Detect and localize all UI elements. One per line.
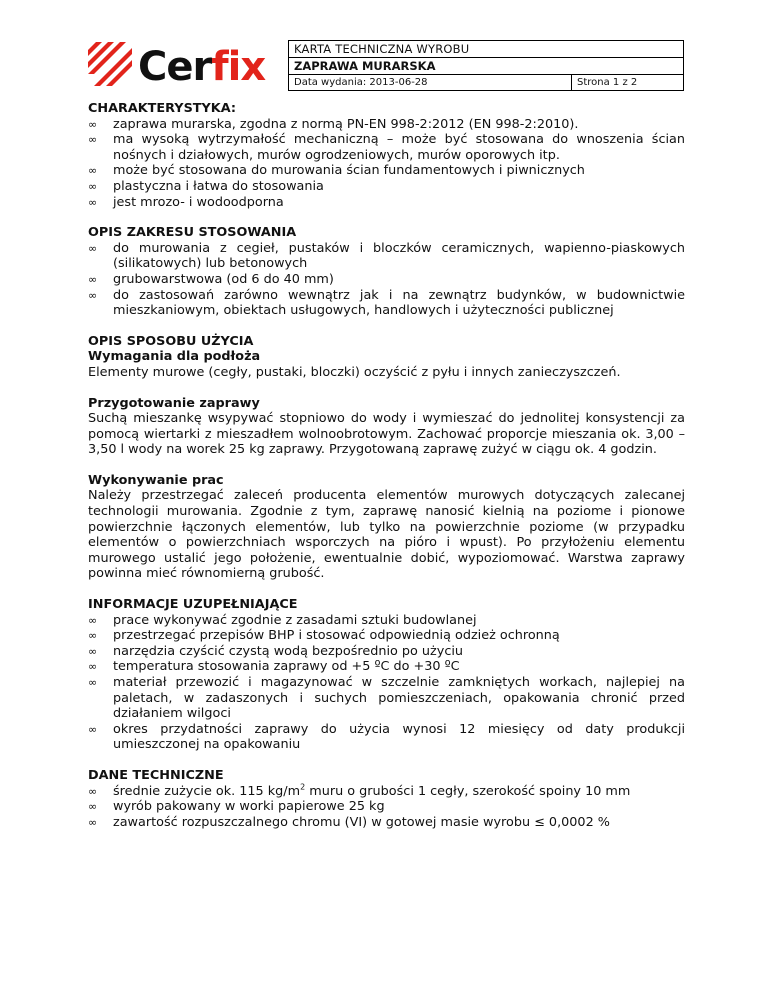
- list-item: ∞ do murowania z cegieł, pustaków i bloczków ceramicznych, wapienno-piaskowych (silikatowych) lub betonowych: [88, 240, 685, 272]
- infinity-icon: ∞: [88, 784, 98, 798]
- paragraph-przygotowanie: Suchą mieszankę wsypywać stopniowo do wody i wymieszać do jednolitej konsystencji za pomocą wiertarki z mieszadłem wolnoobrotowym. Zachować proporcje mieszania ok. 3,00 – 3,50 l wody na worek 25 kg zaprawy. Przygotowaną zaprawę zużyć w ciągu ok. 4 godzin.: [88, 411, 685, 458]
- infinity-icon: ∞: [88, 676, 98, 689]
- section-heading-dane: DANE TECHNICZNE: [88, 767, 224, 783]
- logo-stripes-icon: [88, 42, 132, 86]
- list-item: ∞ grubowarstwowa (od 6 do 40 mm): [88, 271, 334, 287]
- infinity-icon: ∞: [88, 660, 98, 674]
- list-item: ∞ okres przydatności zaprawy do użycia wynosi 12 miesięcy od daty produkcji umieszczonej na opakowaniu: [88, 721, 685, 753]
- list-item: ∞ plastyczna i łatwa do stosowania: [88, 178, 324, 194]
- list-zakres: [88, 241, 685, 319]
- paragraph-wykonywanie: Należy przestrzegać zaleceń producenta elementów murowych dotyczących zalecanej technologii murowania. Zgodnie z tym, zaprawę nanosić kielnią na poziome i pionowe powierzchnie łączonych elementów, lub tylko na powierzchnie poziome (w przypadku elementów o powierzchniach wsporczych na pióro i wpust). Po przyłożeniu elementu murowego ustalić jego położenie, ewentualnie dobić, wypoziomować. Warstwa zaprawy powinna mieć równomierną grubość.: [88, 488, 685, 582]
- section-heading-zakres: OPIS ZAKRESU STOSOWANIA: [88, 225, 297, 241]
- list-item: ∞ do zastosowań zarówno wewnątrz jak i na zewnątrz budynków, w budownictwie mieszkaniowym, obiektach usługowych, handlowych i użyteczności publicznej: [88, 287, 685, 319]
- section-heading-sposob: OPIS SPOSOBU UŻYCIA: [88, 333, 254, 349]
- infinity-icon: ∞: [88, 117, 98, 131]
- cerfix-logo: [88, 42, 286, 86]
- infinity-icon: ∞: [88, 195, 98, 209]
- list-item: ∞ materiał przewozić i magazynować w szczelnie zamkniętych workach, najlepiej na paletach, w zadaszonych i suchych pomieszczeniach, opakowania chronić przed działaniem wilgoci: [88, 675, 685, 722]
- list-item: ∞ jest mrozo- i wodoodporna: [88, 194, 284, 210]
- infinity-icon: ∞: [88, 241, 98, 255]
- infinity-icon: ∞: [88, 644, 98, 658]
- doc-type: KARTA TECHNICZNA WYROBU: [289, 41, 684, 58]
- list-item: ∞ przestrzegać przepisów BHP i stosować odpowiednią odzież ochronną: [88, 628, 560, 644]
- infinity-icon: ∞: [88, 815, 98, 829]
- list-item: ∞ wyrób pakowany w worki papierowe 25 kg: [88, 799, 385, 815]
- list-item: ∞ może być stosowana do murowania ścian fundamentowych i piwnicznych: [88, 163, 585, 179]
- list-item: ∞ średnie zużycie ok. 115 $kg/m^2$ muru o grubości 1 cegły, szerokość spoiny 10 mm: [88, 782, 631, 799]
- subheading-przygotowanie: Przygotowanie zaprawy: [88, 395, 260, 411]
- subheading-wykonywanie: Wykonywanie prac: [88, 472, 224, 488]
- list-item: ∞ zaprawa murarska, zgodna z normą PN-EN 998-2:2012 (EN 998-2:2010).: [88, 116, 579, 132]
- header-table: [288, 40, 684, 91]
- infinity-icon: ∞: [88, 613, 98, 627]
- list-item: ∞ prace wykonywać zgodnie z zasadami sztuki budowlanej: [88, 612, 477, 628]
- list-informacje: [88, 613, 685, 753]
- infinity-icon: ∞: [88, 800, 98, 814]
- list-charakterystyka: [88, 117, 685, 211]
- infinity-icon: ∞: [88, 164, 98, 178]
- list-item: ∞ zawartość rozpuszczalnego chromu (VI) w gotowej masie wyrobu ≤ 0,0002 %: [88, 814, 610, 830]
- list-dane: [88, 784, 685, 831]
- list-item: ∞ narzędzia czyścić czystą wodą bezpośrednio po użyciu: [88, 643, 464, 659]
- issue-date: Data wydania: 2013-06-28: [289, 75, 572, 91]
- product-name: ZAPRAWA MURARSKA: [289, 58, 684, 75]
- paragraph-podloze: Elementy murowe (cegły, pustaki, bloczki) oczyścić z pyłu i innych zanieczyszczeń.: [88, 364, 621, 380]
- infinity-icon: ∞: [88, 288, 98, 302]
- subheading-podloze: Wymagania dla podłoża: [88, 349, 261, 365]
- page-info: Strona 1 z 2: [572, 75, 684, 91]
- section-heading-charakterystyka: CHARAKTERYSTYKA:: [88, 101, 236, 116]
- list-item: ∞ ma wysoką wytrzymałość mechaniczną – może być stosowana do wnoszenia ścian nośnych i działowych, murów ogrodzeniowych, murów oporowych itp.: [88, 132, 685, 163]
- infinity-icon: ∞: [88, 272, 98, 286]
- list-item: ∞ temperatura stosowania zaprawy od +5 ºC do +30 ºC: [88, 659, 460, 675]
- logo-text: Cerfix: [138, 44, 266, 86]
- infinity-icon: ∞: [88, 133, 98, 147]
- section-heading-informacje: INFORMACJE UZUPEŁNIAJĄCE: [88, 597, 298, 613]
- content: [88, 101, 685, 830]
- infinity-icon: ∞: [88, 629, 98, 643]
- infinity-icon: ∞: [88, 722, 98, 736]
- infinity-icon: ∞: [88, 179, 98, 193]
